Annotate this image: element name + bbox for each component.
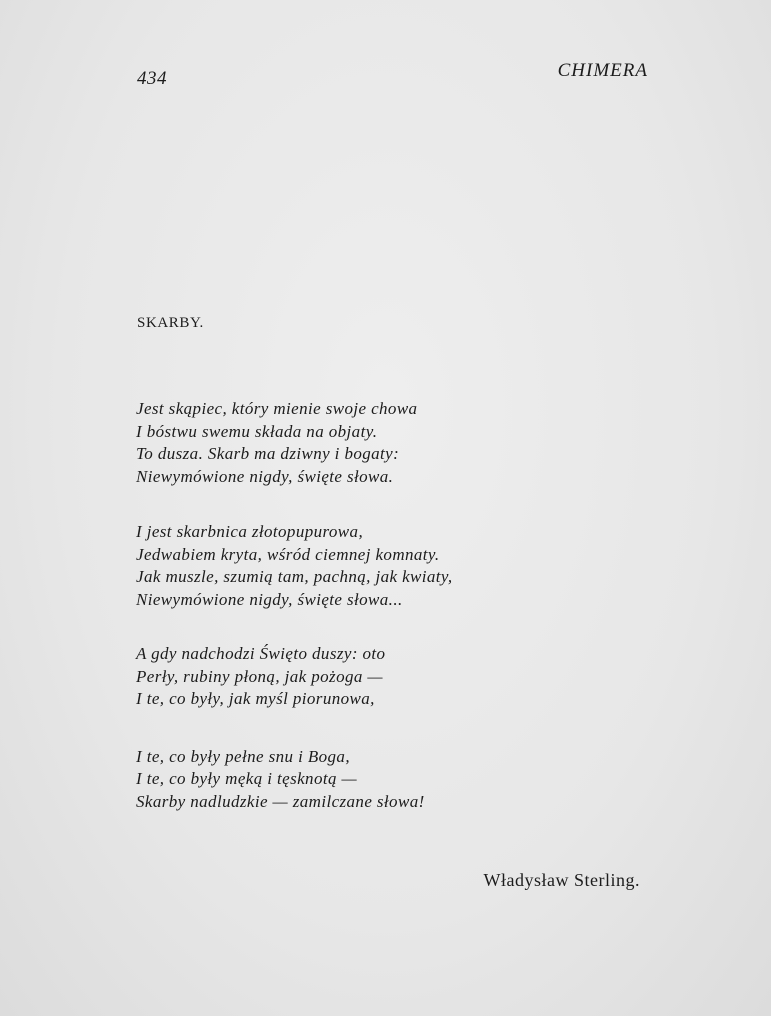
poem-line: To dusza. Skarb ma dziwny i bogaty: [136, 444, 400, 463]
running-head: CHIMERA [557, 60, 648, 81]
poem-line: Jak muszle, szumią tam, pachną, jak kwiaty, [136, 567, 453, 586]
poem-line: Niewymówione nigdy, święte słowa. [136, 466, 394, 486]
poem-line: I jest skarbnica złotopupurowa, [136, 522, 364, 541]
poem-line: Niewymówione nigdy, święte słowa... [136, 589, 403, 609]
poem-line: Jest skąpiec, który mienie swoje chowa [136, 399, 418, 418]
page-number: 434 [137, 68, 167, 89]
author-signature: Władysław Sterling. [483, 870, 640, 890]
poem-line: Perły, rubiny płoną, jak pożoga — [136, 666, 383, 686]
poem-line: A gdy nadchodzi Święto duszy: oto [136, 644, 386, 663]
poem-title: SKARBY. [137, 315, 204, 331]
poem-line: I te, co były, jak myśl piorunowa, [136, 689, 375, 708]
poem-line: I te, co były męką i tęsknotą — [136, 769, 358, 788]
stanza-3 [136, 643, 656, 711]
stanza-1 [136, 398, 656, 488]
poem-line: Skarby nadludzkie — zamilczane słowa! [136, 791, 425, 811]
poem-line: Jedwabiem kryta, wśród ciemnej komnaty. [136, 544, 440, 564]
stanza-2 [136, 521, 656, 611]
poem-line: I te, co były pełne snu i Boga, [136, 746, 350, 766]
poem-body [136, 398, 656, 846]
poem-line: I bóstwu swemu składa na objaty. [136, 421, 378, 441]
stanza-4 [136, 746, 656, 814]
